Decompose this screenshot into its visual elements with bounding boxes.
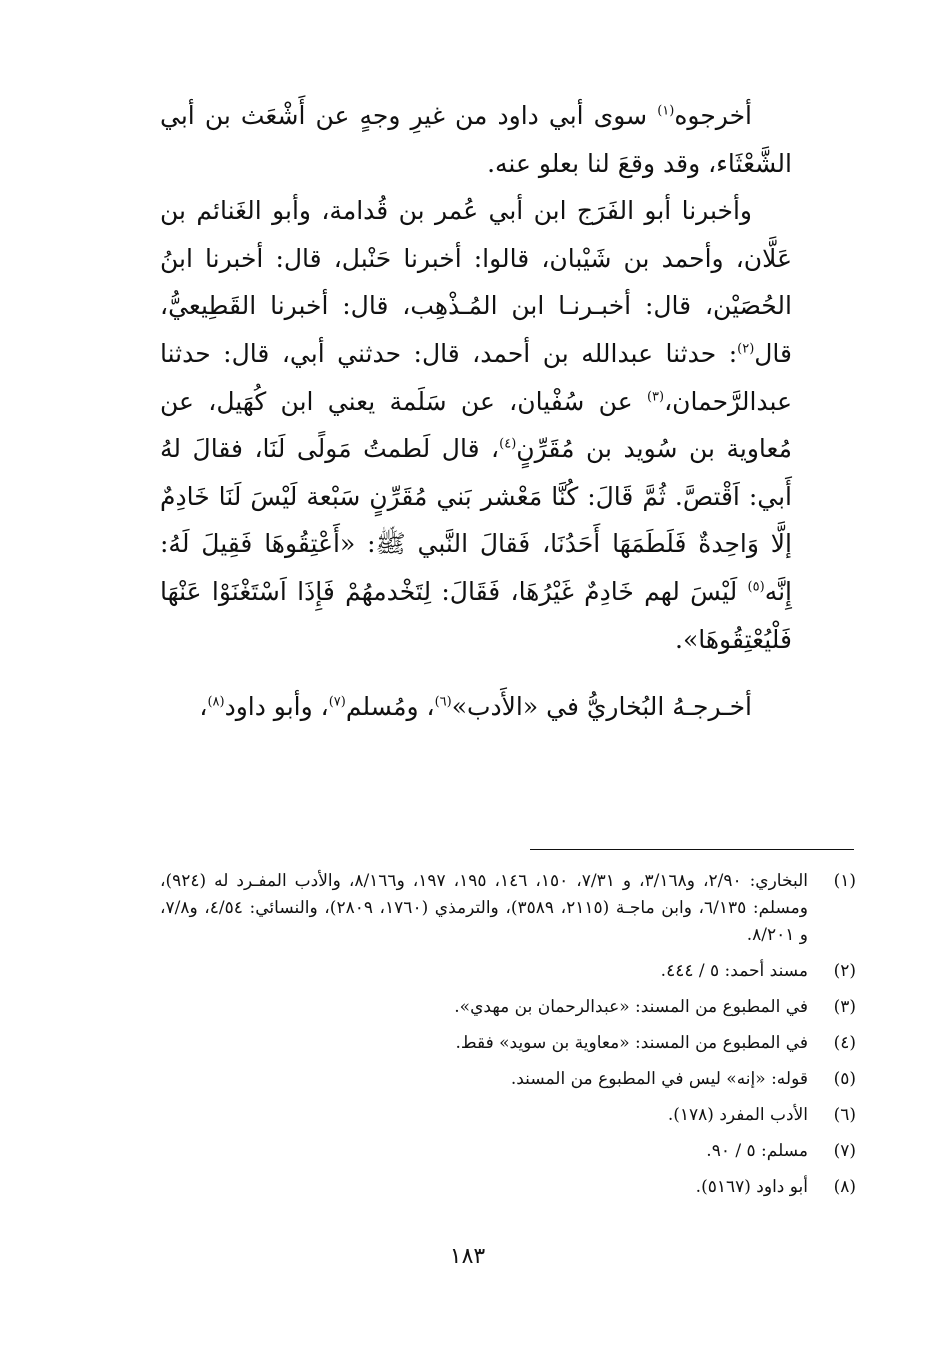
footnote-text: الأدب المفرد (١٧٨).: [667, 1105, 808, 1125]
text-run: عن سُفْيان، عن سَلَمة يعني ابن كُهَيل، عن مُعاوية بن سُويد بن مُقَرِّنٍ: [160, 386, 792, 464]
footnote-6: [160, 1102, 856, 1129]
main-text: [160, 92, 792, 731]
footnote-4: [160, 1030, 856, 1057]
text-run: ، ومُسلم: [345, 692, 435, 722]
footnote-text: مسلم: ٥ / ٩٠.: [706, 1141, 808, 1161]
footnote-ref-6[interactable]: (٦): [434, 694, 452, 710]
footnote-number: (١): [833, 871, 856, 891]
text-run: وأخبرنا أبو الفَرَج ابن أبي عُمر بن قُدامة، وأبو الغَنائم بن عَلَّان، وأحمد بن شَيْبان، قالوا: أخبرنا حَنْبل، قال: أخبرنا ابنُ الحُصَيْن، قال: أخبـرنـا ابن المُـذْهِب، قال: أخبرنا القَطِيعيُّ، قال: [160, 196, 792, 368]
footnote-ref-1[interactable]: (١): [657, 103, 675, 119]
footnote-number: (٨): [833, 1177, 856, 1197]
footnote-number: (٣): [833, 997, 856, 1017]
footnote-text: البخاري: ٢/٩٠، و٣/١٦٨، و ٧/٣١، ١٥٠، ١٤٦، ١٩٥، ١٩٧، و٨/١٦٦، والأدب المفـرد له (٩٢٤)، ومسلم: ٦/١٣٥، وابن ماجـة (٢١١٥، ٣٥٨٩)، والترمذي (١٧٦٠، ٢٨٠٩)، والنسائي: ٤/٥٤، و٧/٨، و ٨/٢٠١.: [160, 871, 808, 945]
footnote-7: [160, 1138, 856, 1165]
footnote-text: مسند أحمد: ٥ / ٤٤٤.: [660, 961, 808, 981]
footnote-number: (٤): [833, 1033, 856, 1053]
footnote-separator: [530, 849, 854, 850]
footnote-ref-8[interactable]: (٨): [207, 694, 225, 710]
footnote-ref-3[interactable]: (٣): [646, 389, 665, 405]
paragraph-2: [160, 187, 792, 663]
text-run: أخرجوه: [674, 101, 752, 130]
footnote-text: في المطبوع من المسند: «عبدالرحمان بن مهدي».: [454, 997, 808, 1017]
text-run: ،: [199, 692, 208, 722]
paragraph-3: [160, 683, 792, 731]
page-number: ١٨٣: [449, 1244, 486, 1269]
footnote-number: (٧): [833, 1141, 856, 1161]
text-run: : حدثنا عبدالله بن أحمد، قال: حدثني أبي، قال: حدثنا عبدالرَّحمان،: [160, 338, 792, 416]
text-run: أخـرجـهُ البُخاريُّ في «الأَدب»: [451, 692, 752, 722]
paragraph-1: [160, 92, 792, 187]
footnote-text: في المطبوع من المسند: «معاوية بن سويد» فقط.: [455, 1033, 808, 1053]
footnote-ref-4[interactable]: (٤): [499, 436, 517, 452]
footnote-3: [160, 994, 856, 1021]
footnote-text: قوله: «إنه» ليس في المطبوع من المسند.: [510, 1069, 808, 1089]
footnote-1: [160, 868, 856, 949]
footnote-ref-7[interactable]: (٧): [328, 694, 346, 710]
text-run: سوى أبي داود من غيرِ وجهٍ عن أَشْعَث بن أبي الشَّعْثَاء، وقد وقعَ لنا بعلو عنه.: [160, 101, 792, 178]
footnote-8: [160, 1174, 856, 1201]
text-run: ، قال لَطمتُ مَولًى لَنَا، فقالَ لهُ أَبي: اَقْتصَّ. ثُمَّ قَالَ: كُنَّا مَعْشر بَني مُقَرِّنٍ سَبْعة لَيْسَ لَنَا خَادِمٌ إلَّا وَاحِدةٌ فَلَطَمَهَا أَحَدُنَا، فَقالَ النَّبي ﷺ: «أَعْتِقُوهَا فَقِيلَ لَهُ: إِنَّه: [160, 434, 792, 606]
footnote-5: [160, 1066, 856, 1093]
text-run: لَيْسَ لهم خَادِمٌ غَيْرُهَا، فَقَالَ: لِتَخْدمهُمْ فَإِذَا اَسْتَغْنَوْا عَنْهَا فَلْيُعْتِقُوهَا».: [160, 576, 792, 654]
footnotes: [160, 868, 856, 1210]
footnote-ref-2[interactable]: (٢): [737, 341, 755, 357]
footnote-number: (٢): [833, 961, 856, 981]
footnote-number: (٦): [833, 1105, 856, 1125]
footnote-number: (٥): [833, 1069, 856, 1089]
text-run: ، وأبو داود: [224, 692, 329, 722]
footnote-ref-5[interactable]: (٥): [747, 579, 765, 595]
footnote-2: [160, 958, 856, 985]
footnote-text: أبو داود (٥١٦٧).: [695, 1177, 808, 1197]
